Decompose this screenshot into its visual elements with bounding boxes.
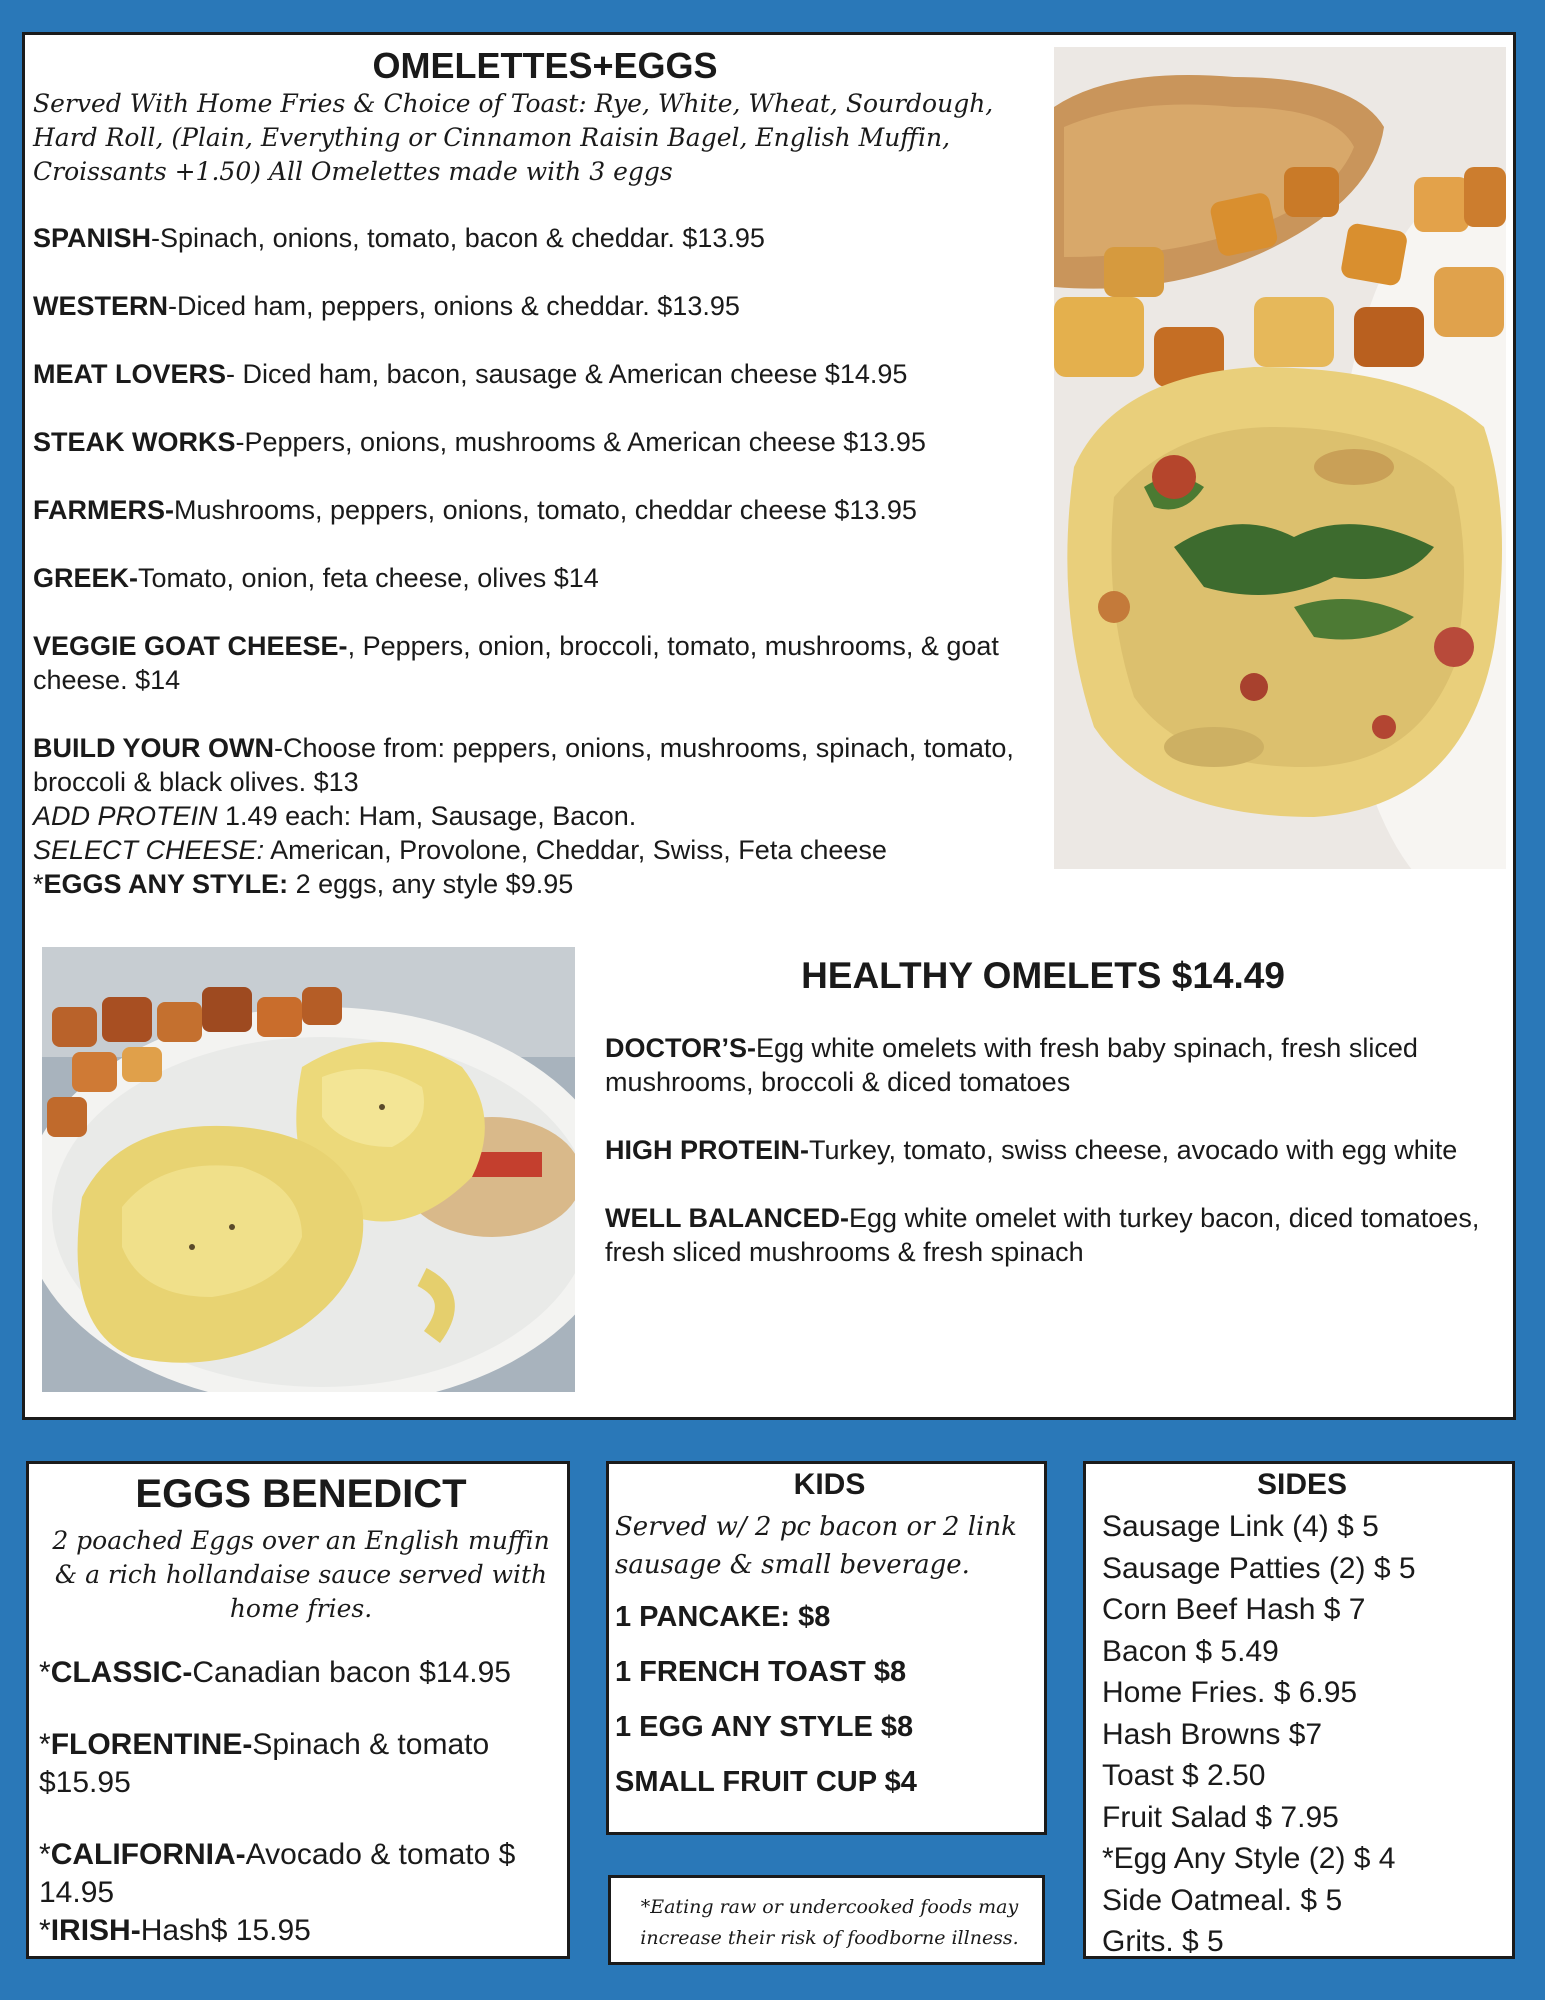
item-desc: Canadian bacon $14.95 (192, 1656, 511, 1689)
kids-item: 1 EGG ANY STYLE $8 (615, 1711, 914, 1743)
add-protein-text: 1.49 each: Ham, Sausage, Bacon. (217, 801, 637, 831)
item-desc: , Peppers, onion, broccoli, tomato, mushrooms, & goat cheese. $14 (33, 631, 999, 695)
healthy-items-list (605, 1031, 1505, 1303)
omelettes-panel (22, 32, 1516, 1420)
item-name: DOCTOR’S- (605, 1033, 757, 1063)
side-item: Sausage Patties (2) $ 5 (1102, 1551, 1416, 1585)
side-item: Corn Beef Hash $ 7 (1102, 1593, 1366, 1626)
menu-item-meat-lovers (33, 357, 1053, 391)
omelettes-description: Served With Home Fries & Choice of Toast: Rye, White, Wheat, Sourdough, Hard Roll, (Plain, Everything or Cinnamon Raisin Bagel, English Muffin, Croissants +1.50) All Omelettes made with 3 eggs (33, 89, 994, 186)
asterisk: * (39, 1656, 51, 1689)
kids-item: 1 PANCAKE: $8 (615, 1601, 831, 1633)
item-desc: Egg white omelets with fresh baby spinach, fresh sliced mushrooms, broccoli & diced tomatoes (605, 1033, 1418, 1097)
menu-item-eggs-any-style (33, 867, 1053, 901)
menu-item-well-balanced (605, 1201, 1505, 1269)
kids-items-list (615, 1590, 1045, 1810)
side-item: Home Fries. $ 6.95 (1102, 1676, 1358, 1709)
add-protein-label: ADD PROTEIN (33, 801, 218, 831)
item-desc: -Peppers, onions, mushrooms & American cheese $13.95 (235, 427, 926, 457)
item-desc: Mushrooms, peppers, onions, tomato, cheddar cheese $13.95 (174, 495, 917, 525)
menu-item-build-your-own (33, 731, 1053, 799)
menu-item-greek (33, 561, 1053, 595)
item-desc: Egg white omelet with turkey bacon, diced tomatoes, fresh sliced mushrooms & fresh spinach (605, 1203, 1480, 1267)
kids-item: SMALL FRUIT CUP $4 (615, 1766, 917, 1798)
item-desc: -Choose from: peppers, onions, mushrooms, spinach, tomato, broccoli & black olives. $13 (33, 733, 1014, 797)
item-name: MEAT LOVERS (33, 359, 227, 389)
item-name: SPANISH (33, 223, 152, 253)
eggs-benedict-photo-image (42, 947, 575, 1392)
menu-item-irish (39, 1912, 563, 1950)
side-item: Toast $ 2.50 (1102, 1759, 1266, 1792)
item-name: IRISH- (50, 1914, 141, 1947)
item-name: FARMERS- (33, 495, 174, 525)
item-name: EGGS ANY STYLE: (43, 869, 289, 899)
menu-item-farmers (33, 493, 1053, 527)
side-item: Sausage Link (4) $ 5 (1102, 1510, 1379, 1543)
item-name: STEAK WORKS (33, 427, 236, 457)
omelettes-title: OMELETTES+EGGS (372, 45, 718, 86)
menu-item-doctors (605, 1031, 1505, 1099)
select-cheese-text: American, Provolone, Cheddar, Swiss, Feta cheese (264, 835, 887, 865)
kids-title: KIDS (793, 1468, 866, 1501)
menu-item-spanish (33, 221, 1053, 255)
kids-item: 1 FRENCH TOAST $8 (615, 1656, 907, 1688)
menu-item-veggie-goat-cheese (33, 629, 1053, 697)
item-desc: Hash$ 15.95 (140, 1914, 311, 1947)
sides-panel (1083, 1461, 1515, 1959)
kids-description: Served w/ 2 pc bacon or 2 link sausage & small beverage. (615, 1512, 1017, 1580)
eggs-benedict-description: 2 poached Eggs over an English muffin & a rich hollandaise sauce served with home fries. (52, 1526, 550, 1623)
item-name: HIGH PROTEIN- (605, 1135, 810, 1165)
item-name: CALIFORNIA- (50, 1838, 246, 1871)
menu-item-western (33, 289, 1053, 323)
item-desc: Spinach & tomato $15.95 (39, 1728, 490, 1799)
item-name: VEGGIE GOAT CHEESE- (33, 631, 348, 661)
item-name: GREEK- (33, 563, 139, 593)
menu-item-california (39, 1836, 563, 1912)
asterisk: * (39, 1914, 51, 1947)
healthy-omelets-title: HEALTHY OMELETS $14.49 (801, 955, 1285, 996)
asterisk: * (33, 869, 44, 899)
select-cheese-label: SELECT CHEESE: (33, 835, 265, 865)
sides-title: SIDES (1256, 1468, 1348, 1501)
item-name: BUILD YOUR OWN (33, 733, 274, 763)
eggs-benedict-panel (26, 1461, 570, 1959)
menu-item-high-protein (605, 1133, 1505, 1167)
side-item: Grits. $ 5 (1102, 1925, 1224, 1958)
asterisk: * (39, 1728, 51, 1761)
item-desc: -Spinach, onions, tomato, bacon & cheddar. $13.95 (151, 223, 765, 253)
item-name: FLORENTINE- (50, 1728, 253, 1761)
menu-item-steak-works (33, 425, 1053, 459)
item-desc: Tomato, onion, feta cheese, olives $14 (138, 563, 599, 593)
menu-item-florentine (39, 1726, 563, 1802)
side-item: Fruit Salad $ 7.95 (1102, 1800, 1339, 1834)
item-desc: -Diced ham, peppers, onions & cheddar. $13.95 (168, 291, 740, 321)
item-name: CLASSIC- (50, 1656, 193, 1689)
sides-list (1102, 1506, 1512, 1963)
item-desc: - Diced ham, bacon, sausage & American cheese $14.95 (226, 359, 908, 389)
side-item: Side Oatmeal. $ 5 (1102, 1883, 1343, 1917)
side-item: *Egg Any Style (2) $ 4 (1102, 1842, 1396, 1875)
add-protein-line (33, 799, 1053, 833)
side-item: Hash Browns $7 (1102, 1717, 1323, 1751)
item-desc: Avocado & tomato $ 14.95 (39, 1838, 516, 1909)
benedict-items-list (39, 1654, 563, 1950)
kids-panel (606, 1461, 1047, 1835)
warning-text: *Eating raw or undercooked foods may increase their risk of foodborne illness. (640, 1896, 1019, 1949)
item-name: WESTERN (33, 291, 168, 321)
select-cheese-line (33, 833, 1053, 867)
asterisk: * (39, 1838, 51, 1871)
omelette-items-list (33, 221, 1053, 901)
item-desc: 2 eggs, any style $9.95 (288, 869, 574, 899)
eggs-benedict-photo (42, 947, 575, 1392)
eggs-benedict-title: EGGS BENEDICT (135, 1472, 467, 1516)
side-item: Bacon $ 5.49 (1102, 1634, 1279, 1668)
item-name: WELL BALANCED- (605, 1203, 849, 1233)
menu-item-classic (39, 1654, 563, 1692)
omelette-photo (1054, 47, 1506, 869)
omelette-photo-image (1054, 47, 1506, 869)
food-safety-warning (608, 1875, 1045, 1965)
item-desc: Turkey, tomato, swiss cheese, avocado with egg white (809, 1135, 1458, 1165)
